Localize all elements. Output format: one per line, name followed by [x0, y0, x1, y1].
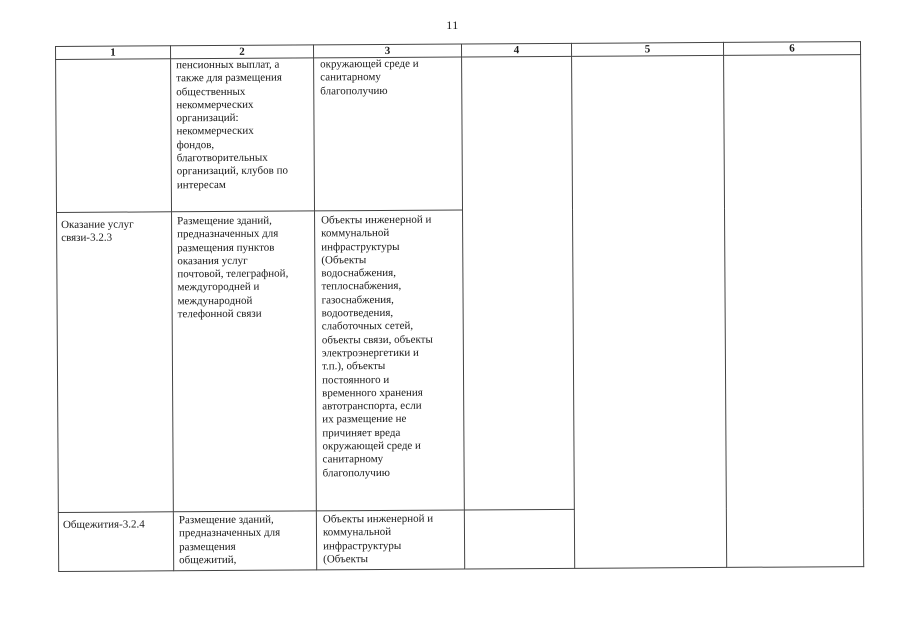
column-header-4: 4	[461, 43, 571, 57]
row-3-col-2	[173, 511, 316, 571]
use-description: Размещение зданий, предназначенных для размещения общежитий,	[178, 513, 281, 567]
use-description: пенсионных выплат, а также для размещения общественных некоммерческих организаций: некоммерческих фондов, благотворительных организаций, клубов по интересам	[176, 58, 288, 191]
row-1-col-1	[56, 59, 172, 213]
land-use-table	[55, 41, 864, 572]
row-3-col-3	[316, 510, 464, 570]
row-1-col-2	[171, 58, 315, 212]
row-3-col-1	[58, 512, 173, 572]
auxiliary-uses: Объекты инженерной и коммунальной инфраструктуры (Объекты	[322, 512, 434, 566]
column-header-1: 1	[56, 46, 171, 60]
page-number: 11	[446, 18, 459, 32]
col-6-cell	[724, 55, 864, 568]
col-4-cell	[462, 56, 575, 510]
column-header-2: 2	[171, 45, 314, 59]
auxiliary-uses: окружающей среде и санитарному благополучию	[320, 57, 419, 97]
row-2-col-3	[315, 210, 465, 511]
use-type-name	[60, 63, 166, 64]
row-3-col-4	[464, 509, 574, 569]
use-type-name: Общежития-3.2.4	[62, 518, 145, 531]
use-description: Размещение зданий, предназначенных для размещения пунктов оказания услуг почтовой, телеграфной, междугородней и международной телефонной связи	[177, 214, 289, 321]
use-type-name: Оказание услуг связи-3.2.3	[61, 218, 134, 245]
row-1-col-3	[314, 57, 463, 211]
column-header-6: 6	[723, 42, 860, 56]
table-row	[56, 55, 862, 213]
col-5-cell	[572, 55, 727, 568]
column-header-3: 3	[313, 44, 461, 58]
row-2-col-1	[57, 212, 174, 513]
column-header-5: 5	[571, 42, 723, 56]
row-2-col-2	[172, 211, 317, 512]
auxiliary-uses: Объекты инженерной и коммунальной инфраструктуры (Объекты водоснабжения, теплоснабжения, газоснабжения, водоотведения, слаботочных сетей, объекты связи, объекты электроэнергетики и т.п.), объекты постоянного и временного хранения автотранспорта, если их размещение не причиняет вреда окружающей среде и санитарному благополучию	[321, 213, 433, 480]
